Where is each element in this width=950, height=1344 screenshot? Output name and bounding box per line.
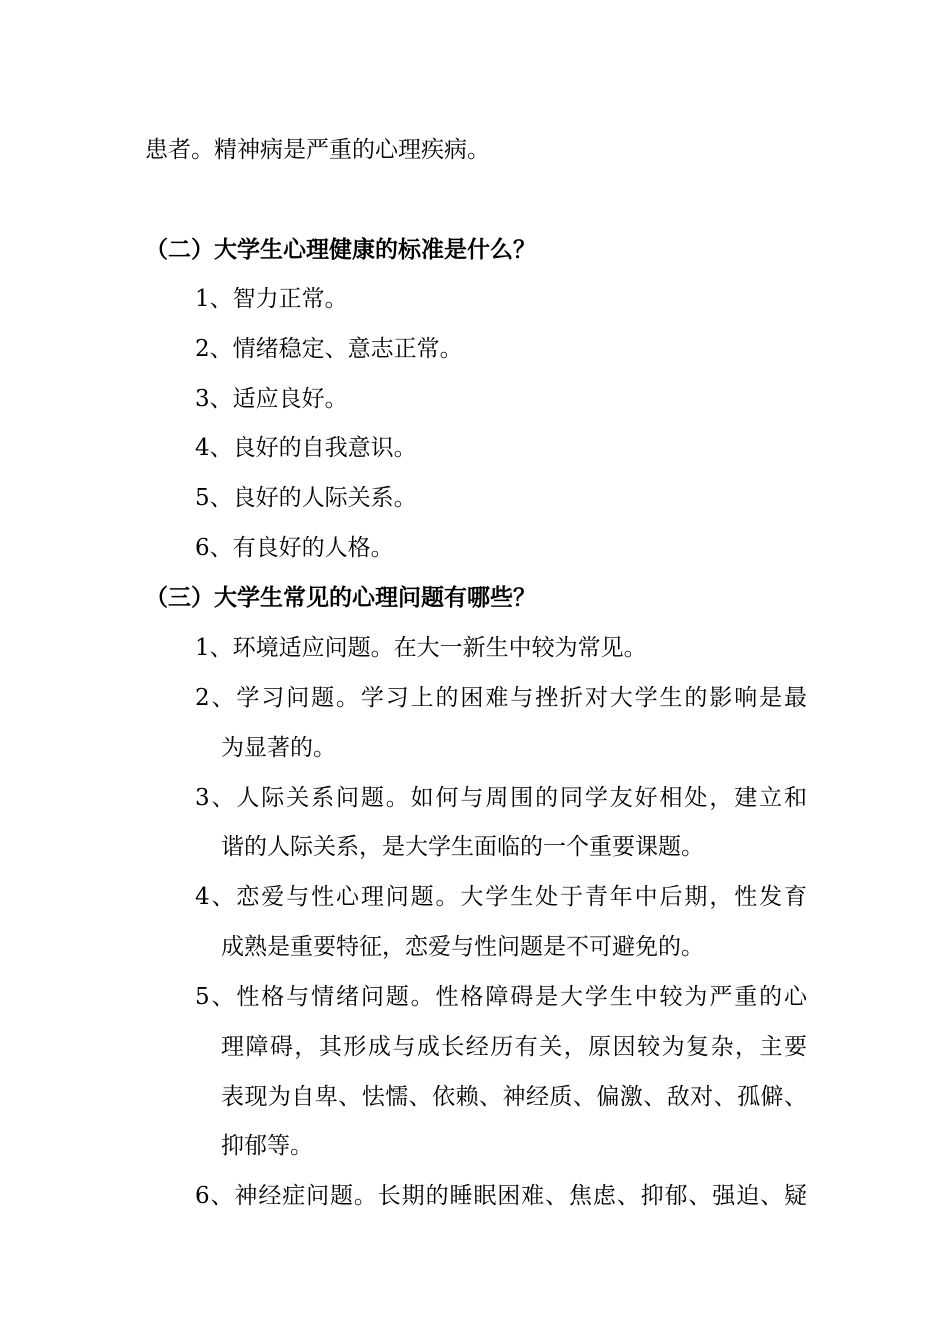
list-item-continuation: 抑郁等。 <box>221 1133 313 1159</box>
list-item: 3、适应良好。 <box>195 386 348 412</box>
section3-heading: （三）大学生常见的心理问题有哪些？ <box>145 584 536 611</box>
list-item-continuation: 理障碍，其形成与成长经历有关，原因较为复杂，主要 <box>221 1034 807 1060</box>
list-item: 1、环境适应问题。在大一新生中较为常见。 <box>195 635 647 661</box>
list-item: 5、性格与情绪问题。性格障碍是大学生中较为严重的心 <box>195 984 807 1010</box>
list-item: 4、良好的自我意识。 <box>195 435 417 461</box>
list-item-continuation: 表现为自卑、怯懦、依赖、神经质、偏激、敌对、孤僻、 <box>221 1084 807 1110</box>
intro-paragraph: 患者。精神病是严重的心理疾病。 <box>145 137 490 163</box>
list-item-continuation: 为显著的。 <box>221 735 336 761</box>
list-item-continuation: 谐的人际关系，是大学生面临的一个重要课题。 <box>221 834 704 860</box>
list-item: 3、人际关系问题。如何与周围的同学友好相处，建立和 <box>195 785 807 811</box>
list-item: 2、学习问题。学习上的困难与挫折对大学生的影响是最 <box>195 685 807 711</box>
list-item: 1、智力正常。 <box>195 286 348 312</box>
list-item: 5、良好的人际关系。 <box>195 485 417 511</box>
list-item: 2、情绪稳定、意志正常。 <box>195 336 463 362</box>
section2-heading: （二）大学生心理健康的标准是什么？ <box>145 236 536 263</box>
list-item: 4、恋爱与性心理问题。大学生处于青年中后期，性发育 <box>195 884 807 910</box>
list-item: 6、神经症问题。长期的睡眠困难、焦虑、抑郁、强迫、疑 <box>195 1183 807 1209</box>
list-item-continuation: 成熟是重要特征，恋爱与性问题是不可避免的。 <box>221 934 704 960</box>
list-item: 6、有良好的人格。 <box>195 535 394 561</box>
